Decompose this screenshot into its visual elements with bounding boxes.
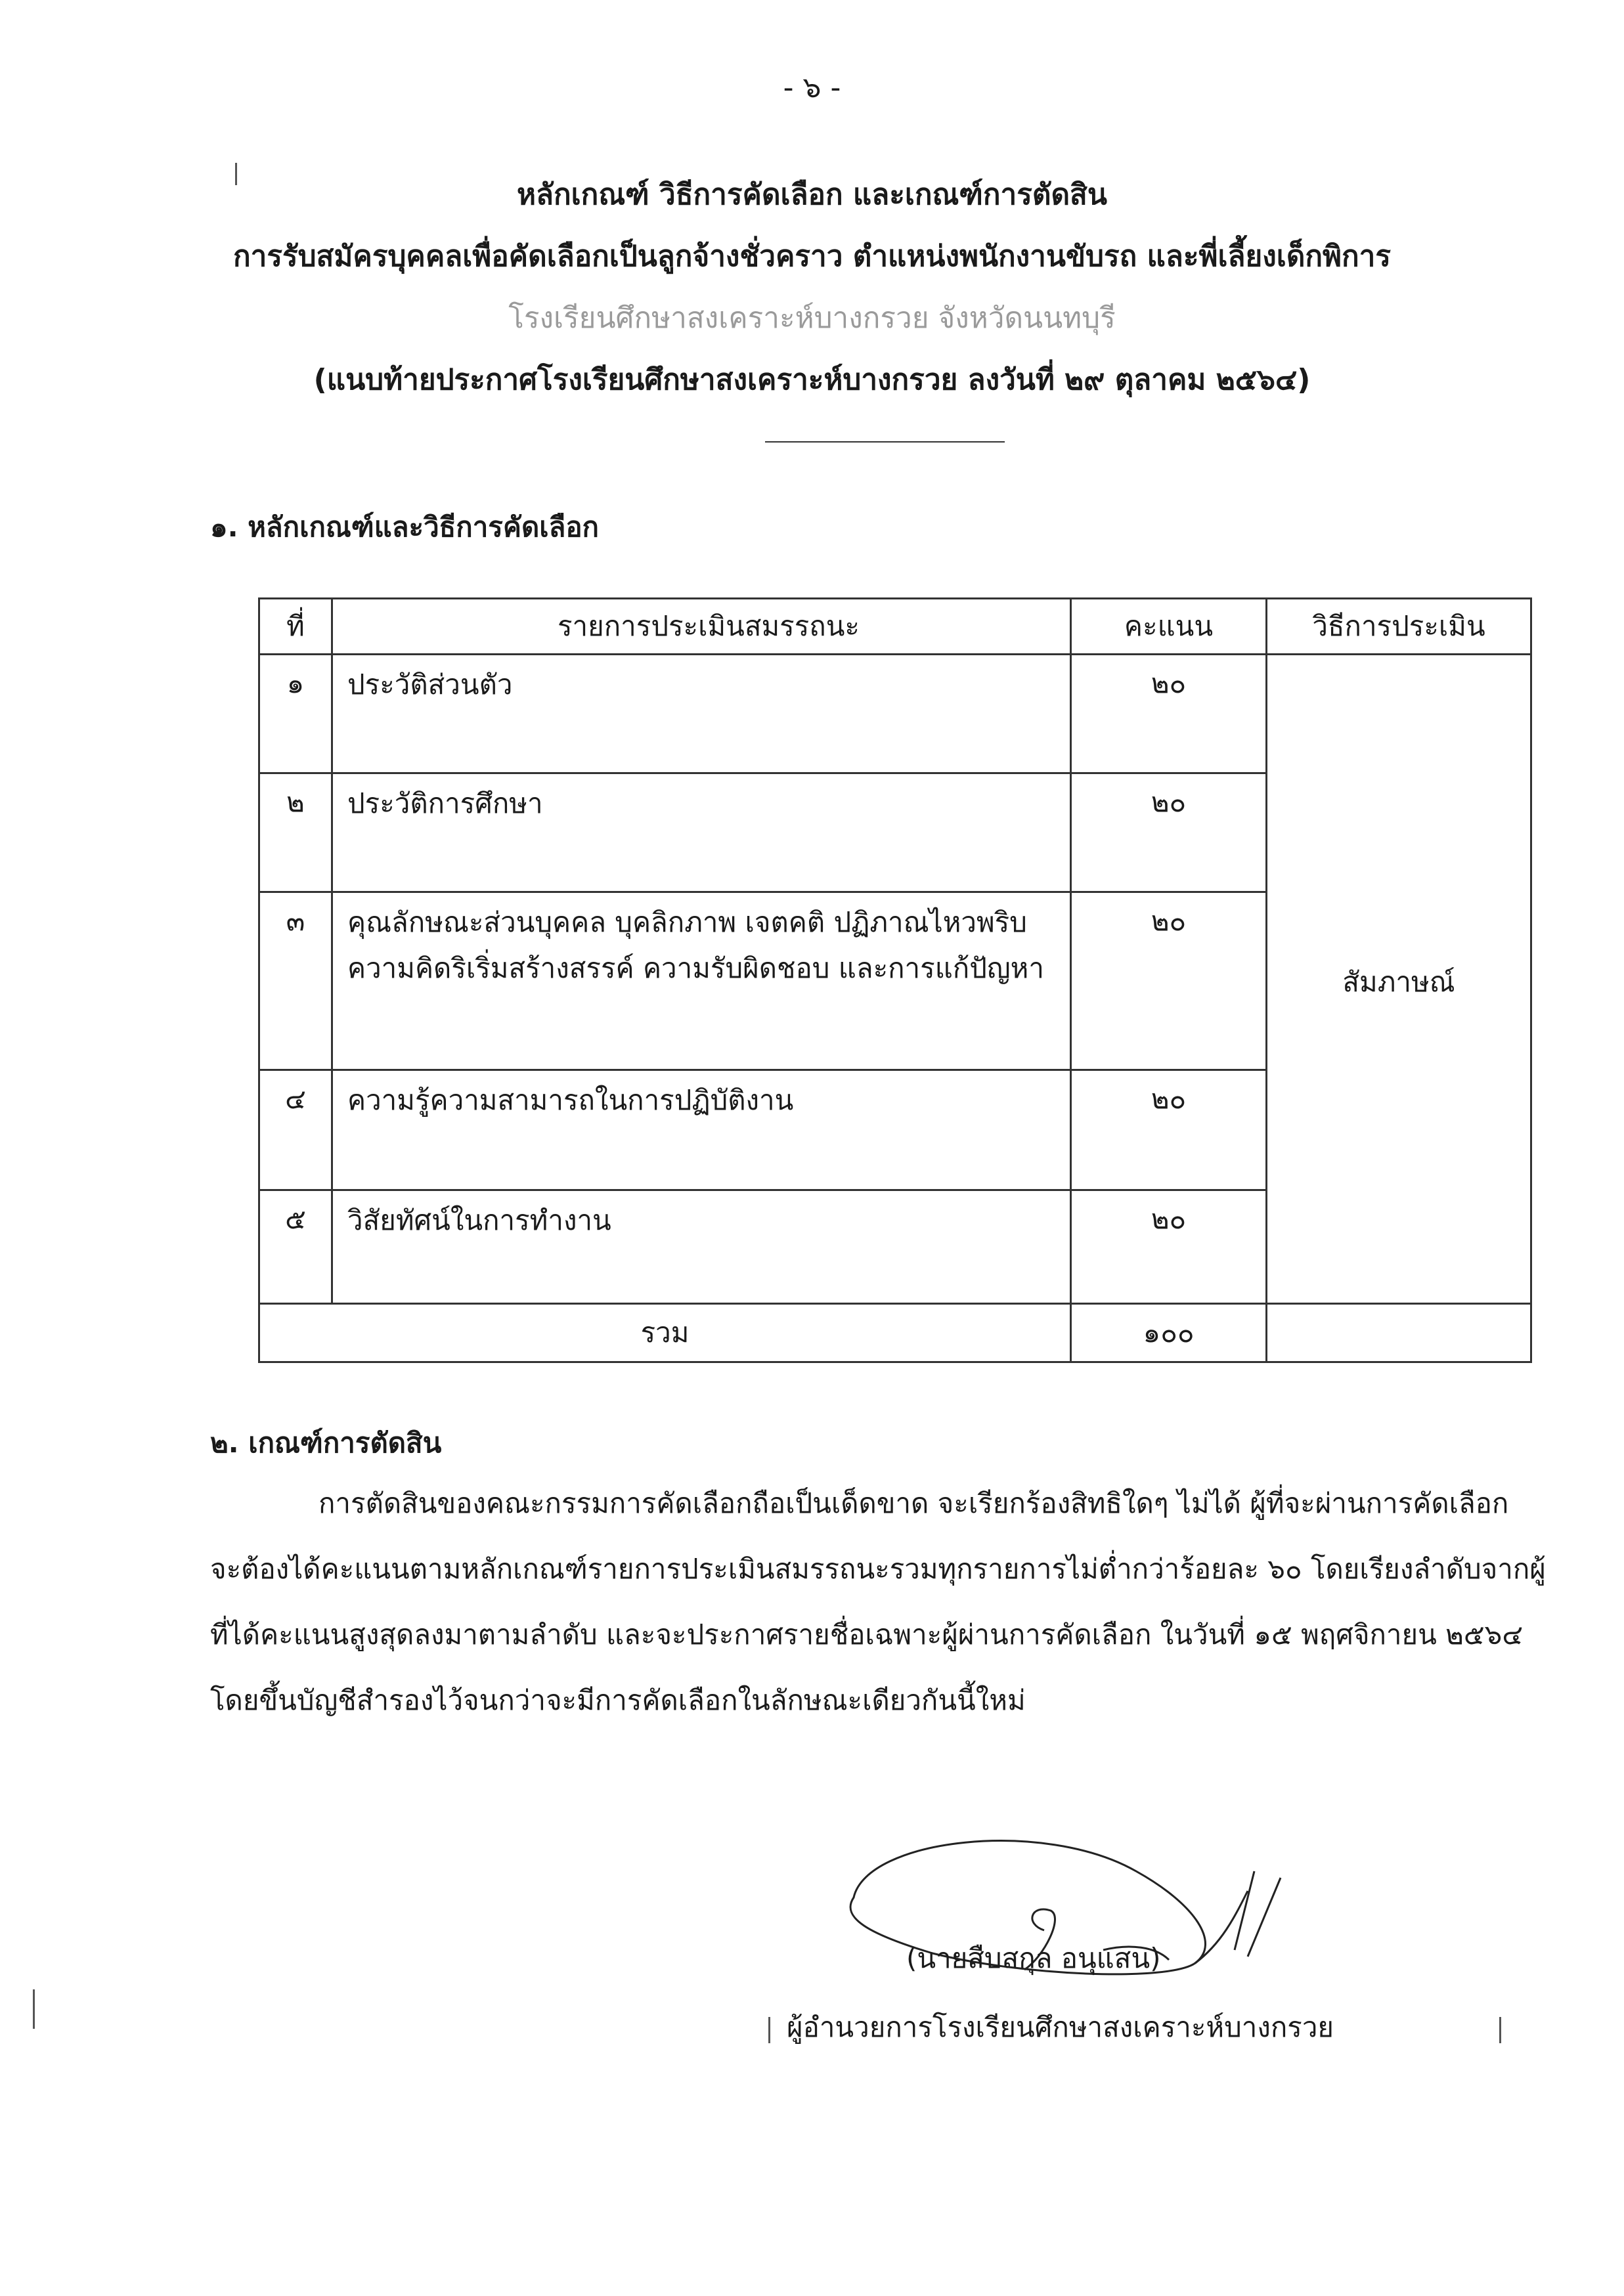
signatory-title: ผู้อำนวยการโรงเรียนศึกษาสงเคราะห์บางกรวย bbox=[787, 2011, 1334, 2043]
scan-mark bbox=[1499, 2017, 1501, 2043]
scan-mark bbox=[768, 2017, 770, 2043]
total-score: ๑๐๐ bbox=[1071, 1304, 1267, 1362]
signatory-name: (นายสืบสกุล อนุแสน) bbox=[906, 1942, 1161, 1974]
column-header-method: วิธีการประเมิน bbox=[1267, 599, 1531, 655]
row-item: ความรู้ความสามารถในการปฏิบัติงาน bbox=[332, 1070, 1071, 1190]
total-row bbox=[259, 1304, 1531, 1362]
section-1-heading: ๑. หลักเกณฑ์และวิธีการคัดเลือก bbox=[210, 511, 599, 543]
title-divider bbox=[765, 441, 1005, 443]
column-header-no: ที่ bbox=[259, 599, 332, 655]
row-number: ๕ bbox=[259, 1190, 332, 1304]
section-2-heading: ๒. เกณฑ์การตัดสิน bbox=[210, 1427, 442, 1459]
document-title: หลักเกณฑ์ วิธีการคัดเลือก และเกณฑ์การตัดสิน bbox=[517, 178, 1107, 211]
decision-paragraph-line-2: จะต้องได้คะแนนตามหลักเกณฑ์รายการประเมินสมรรถนะรวมทุกรายการไม่ต่ำกว่าร้อยละ ๖๐ โดยเรียงลำดับจากผู้ bbox=[210, 1553, 1546, 1585]
row-number: ๑ bbox=[259, 655, 332, 773]
table-row bbox=[259, 655, 1531, 773]
row-item: ประวัติส่วนตัว bbox=[332, 655, 1071, 773]
total-label: รวม bbox=[259, 1304, 1071, 1362]
row-score: ๒๐ bbox=[1071, 1070, 1267, 1190]
document-header bbox=[0, 164, 1624, 411]
row-score: ๒๐ bbox=[1071, 1190, 1267, 1304]
criteria-table bbox=[258, 597, 1532, 1363]
row-score: ๒๐ bbox=[1071, 892, 1267, 1070]
decision-paragraph-line-3: ที่ได้คะแนนสูงสุดลงมาตามลำดับ และจะประกาศรายชื่อเฉพาะผู้ผ่านการคัดเลือก ในวันที่ ๑๕ พฤศจิกายน ๒๕๖๔ bbox=[210, 1618, 1524, 1651]
decision-paragraph-line-1: การตัดสินของคณะกรรมการคัดเลือกถือเป็นเด็ดขาด จะเรียกร้องสิทธิใดๆ ไม่ได้ ผู้ที่จะผ่านการคัดเลือก bbox=[318, 1487, 1509, 1519]
row-item: วิสัยทัศน์ในการทำงาน bbox=[332, 1190, 1071, 1304]
row-item-line-2: ความคิดริเริ่มสร้างสรรค์ ความรับผิดชอบ และการแก้ปัญหา bbox=[347, 952, 1044, 984]
row-item-line-1: คุณลักษณะส่วนบุคคล บุคลิกภาพ เจตคติ ปฏิภาณไหวพริบ bbox=[347, 906, 1027, 938]
school-line: โรงเรียนศึกษาสงเคราะห์บางกรวย จังหวัดนนทบุรี bbox=[508, 301, 1116, 335]
page-number: - ๖ - bbox=[783, 71, 841, 104]
row-item bbox=[332, 892, 1071, 1070]
row-number: ๔ bbox=[259, 1070, 332, 1190]
column-header-item: รายการประเมินสมรรถนะ bbox=[332, 599, 1071, 655]
scan-mark bbox=[33, 1989, 35, 2029]
row-number: ๓ bbox=[259, 892, 332, 1070]
decision-paragraph-line-4: โดยขึ้นบัญชีสำรองไว้จนกว่าจะมีการคัดเลือกในลักษณะเดียวกันนี้ใหม่ bbox=[210, 1684, 1026, 1716]
column-header-score: คะแนน bbox=[1071, 599, 1267, 655]
attachment-line: (แนบท้ายประกาศโรงเรียนศึกษาสงเคราะห์บางกรวย ลงวันที่ ๒๙ ตุลาคม ๒๕๖๔) bbox=[313, 363, 1311, 397]
row-item: ประวัติการศึกษา bbox=[332, 773, 1071, 892]
document-subtitle: การรับสมัครบุคคลเพื่อคัดเลือกเป็นลูกจ้างชั่วคราว ตำแหน่งพนักงานขับรถ และพี่เลี้ยงเด็กพิการ bbox=[232, 240, 1392, 273]
total-method-empty bbox=[1267, 1304, 1531, 1362]
row-score: ๒๐ bbox=[1071, 655, 1267, 773]
row-number: ๒ bbox=[259, 773, 332, 892]
table-header-row bbox=[259, 599, 1531, 655]
row-score: ๒๐ bbox=[1071, 773, 1267, 892]
method-cell: สัมภาษณ์ bbox=[1267, 655, 1531, 1304]
